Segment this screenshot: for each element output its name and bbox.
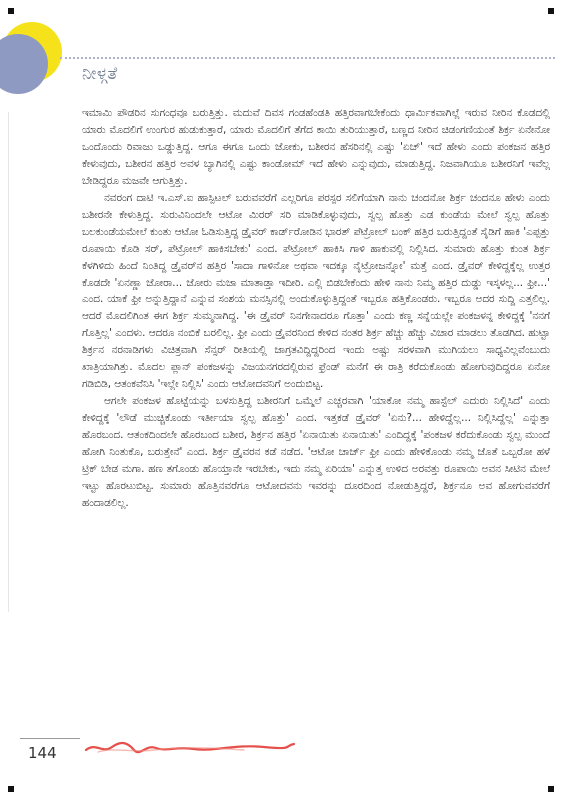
- left-margin-rule: [8, 112, 9, 612]
- section-title: ನೀಳ್ಗತೆ: [82, 64, 118, 84]
- crop-mark-top-right: [548, 8, 554, 14]
- paragraph: ಇಮಾಮಿ ಪೌಡರಿನ ಸುಗಂಧವೂ ಬರುತ್ತಿತ್ತು. ಮದುವೆ ದಿವಸ ಗಂಡಹೆಂಡತಿ ಹತ್ತಿರವಾಗಬೇಕೆಂದು ಧಾರ್ಮಿಕವಾಗಿಲ್ಲೆ ಇರುವ ನೀರಿನ ಕೊಡದಲ್ಲಿ ಯಾರು ಮೊದಲಿಗೆ ಉಂಗುರ ಹುಡುಕುತ್ತಾರೆ, ಯಾರು ಮೊದಲಿಗೆ ತೆಗೆದ ಕಾಯಿ ತುರಿಯುತ್ತಾರೆ, ಬಣ್ಣದ ನೀರಿನ ಚಿಡಂಗಣಿಯಂತೆ ಶಿರ್ಕ್ರ ಏನೇನೋ ಒಂದೊಂದು ರಿವಾಜು ಒಡ್ಡುತ್ತಿದ್ದ. ಆಗೂ ಈಗೂ ಒಂದು ಜೋಕು, ಬಶೀರನ ಹೆಸರಿನಲ್ಲಿ ಎಷ್ಟು 'ಏಚ್' ಇದೆ ಹೇಳು ಎಂದು ಪಂಕಜನ ಹತ್ತಿರ ಕೇಳುವುದು, ಬಶೀರನ ಹತ್ತಿರ ಅವಳ ಬ್ಯಾಗಿನಲ್ಲಿ ಎಷ್ಟು ಕಾಂಡೋಮ್ ಇದೆ ಹೇಳು ಎನ್ನುವುದು, ಮಾಡುತ್ತಿದ್ದ. ನಿಜವಾಗಿಯೂ ಬಶೀರನಿಗೆ ಇವೆಲ್ಲ ಬೇಡಿದ್ದರೂ ಮಜವೇ ಆಗುತ್ತಿತ್ತು.: [82, 107, 550, 187]
- paragraph: ಆಗಲೇ ಪಂಕಜಳ ಹೊಟ್ಟೆಯನ್ನು ಬಳಸುತ್ತಿದ್ದ ಬಶೀರನಿಗೆ ಒಮ್ಮೆಲೆ ಎಚ್ಚರವಾಗಿ 'ಯಾಕೋ ನಮ್ಮ ಹಾಸ್ಟೆಲ್ ಎದುರು ನಿಲ್ಲಿಸಿದೆ' ಎಂದು ಕೇಳಿದ್ದಕ್ಕೆ 'ಲೌಡೆ ಮುಚ್ಚಿಕೊಂಡು ಇರ್ತೀಯಾ ಸ್ವಲ್ಪ ಹೊತ್ತು' ಎಂದ. ಇತ್ತಕಡೆ ಡ್ರೈವರ್ 'ಏನು?... ಹೇಳಿದ್ದೆಲ್ಲ... ನಿಲ್ಲಿಸಿದ್ದೆಲ್ಲ' ಎನ್ನುತ್ತಾ ಹೊರಬಂದ. ಆತಂಕದಿಂದಲೇ ಹೊರಬಂದ ಬಶೀರ, ಶಿರ್ಕ್ರನ ಹತ್ತಿರ 'ಏನಾಯಿತು ಏನಾಯಿತು' ಎಂದಿದ್ದಕ್ಕೆ 'ಪಂಕಜಳ ಕರೆದುಕೊಂಡು ಸ್ವಲ್ಪ ಮುಂದೆ ಹೋಗಿ ನಿಂತುಕೊ, ಬರುತ್ತೇನೆ' ಎಂದ. ಶಿರ್ಕ್ರ ಡ್ರೈವರನ ಕಡೆ ನಡೆದ. 'ಆಟೋ ಚಾರ್ಜ್ ಫ್ರೀ ಎಂದು ಹೇಳಿಕೊಂಡು ನಮ್ಮ ಜೊತೆ ಒಬ್ಬರೋ ಹಳೆ ಟ್ರಿಕ್ ಬೇಡ ಮಗಾ. ಹಣ ತಗೊಂಡು ಹೊಯ್ತಾನೇ ಇರಬೇಕು, ಇದು ನಮ್ಮ ಏರಿಯಾ' ಎನ್ನುತ್ತ ಉಳಿದ ಅರವತ್ತು ರೂಪಾಯಿ ಅವನ ಸೀಟಿನ ಮೇಲೆ ಇಟ್ಟು ಹೊರಟುಬಿಟ್ಟ. ಸುಮಾರು ಹೊತ್ತಿನವರೆಗೂ ಆಟೋದವನು ಇವರನ್ನು ದೂರದಿಂದ ನೋಡುತ್ತಿದ್ದರೆ, ಶಿರ್ಕ್ರನೂ ಅವ ಹೋಗುವವರೆಗೆ ಹಂದಾಡಲಿಲ್ಲ.: [82, 395, 550, 509]
- article-body: [82, 105, 550, 512]
- crop-mark-bottom-left: [8, 786, 14, 792]
- dotted-header-rule: [60, 57, 555, 59]
- signature-scribble-icon: [84, 738, 296, 758]
- page-number: 144: [28, 744, 57, 762]
- crop-mark-top-left: [8, 8, 14, 14]
- paragraph: ನವರಂಗ ದಾಟಿ ಇ.ಎಸ್.ಐ ಹಾಸ್ಪಿಟಲ್ ಬರುವವರೆಗೆ ಎಲ್ಲರಿಗೂ ಪರಸ್ಪರ ಸಲಿಗೆಯಾಗಿ ನಾನು ಚಂದನೋ ಶಿರ್ಕ್ರ ಚಂದನೂ ಹೇಳು ಎಂದು ಬಶೀರನೇ ಕೇಳುತ್ತಿದ್ದ. ಸುರುವಿನಿಂದಲೇ ಆಟೋ ಮಿರರ್ ಸರಿ ಮಾಡಿಕೊಳ್ಳುವುದು, ಸ್ವಲ್ಪ ಹೊತ್ತು ಎಡ ಕುಂಡೆಯ ಮೇಲೆ ಸ್ವಲ್ಪ ಹೊತ್ತು ಬಲಕುಂಡೆಯಮೇಲೆ ಕುಂತು ಆಟೋ ಓಡಿಸುತ್ತಿದ್ದ ಡ್ರೈವರ್ ಕಾರ್ಡ್‌ರೋಡಿನ ಭಾರತ್ ಪೆಟ್ರೋಲ್ ಬಂಕ್ ಹತ್ತಿರ ಬರುತ್ತಿದ್ದಂತೆ ಸೈಡಿಗೆ ಹಾಕಿ 'ಎಪ್ಪತ್ತು ರೂಪಾಯಿ ಕೊಡಿ ಸರ್, ಪೆಟ್ರೋಲ್ ಹಾಕಿಸಬೇಕು' ಎಂದ. ಪೆಟ್ರೋಲ್ ಹಾಕಿಸಿ ಗಾಳಿ ಹಾಕುವಲ್ಲಿ ನಿಲ್ಲಿಸಿದ. ಸುಮಾರು ಹೊತ್ತು ಕುಂತ ಶಿರ್ಕ್ರ ಕೆಳಗಿಳಿದು ಹಿಂದೆ ನಿಂತಿದ್ದ ಡ್ರೈವರ್‌ನ ಹತ್ತಿರ 'ಸಾದಾ ಗಾಳಿನೋ ಅಥವಾ ಇದಕ್ಕೂ ನೈಟ್ರೋಜನ್ನೋ' ಮತ್ತೆ ಎಂದ. ಡ್ರೈವರ್ ಕೇಳಿದ್ದಕ್ಕೆಲ್ಲ ಉತ್ತರ ಕೊಡದೇ 'ಏನಣ್ಣಾ ಜೋರಾ... ಜೋರು ಮಜಾ ಮಾತಾಡ್ತಾ ಇದೀರಿ. ಎಲ್ಲಿ ಬಿಡಬೇಕೆಂದು ಹೇಳಿ ನಾನು ನಿಮ್ಮ ಹತ್ತಿರ ದುಡ್ಡು ಇಸ್ಕಳಲ್ಲ... ಫ್ರೀ...' ಎಂದ. ಯಾಕೆ ಫ್ರೀ ಅನ್ನುತ್ತಿದ್ದಾನೆ ಎನ್ನುವ ಸಂಶಯ ಮನಸ್ಸಿನಲ್ಲಿ ಅಂದುಕೊಳ್ಳುತ್ತಿದ್ದಂತೆ ಇಬ್ಬರೂ ಹತ್ತಿಕೊಂಡರು. ಇಬ್ಬರೂ ಅದರ ಸುದ್ದಿ ಎತ್ತಲಿಲ್ಲ. ಆದರೆ ಮೊದಲಿಗಿಂತ ಈಗ ಶಿರ್ಕ್ರ ಸುಮ್ಮನಾಗಿದ್ದ. 'ಈ ಡ್ರೈವರ್ ನಿನಗೇನಾದರೂ ಗೊತ್ತಾ' ಎಂದು ಕಣ್ಣ ಸನ್ನೆಯಲ್ಲೇ ಪಂಕಜಳನ್ನ ಕೇಳಿದ್ದಕ್ಕೆ 'ನನಗೆ ಗೊತ್ತಿಲ್ಲ' ಎಂದಳು. ಆದರೂ ನಂಬಿಕೆ ಬರಲಿಲ್ಲ. ಫ್ರೀ ಎಂದು ಡ್ರೈವರನಿಂದ ಕೇಳಿದ ನಂತರ ಶಿರ್ಕ್ರ ಹೆಚ್ಚು ಹೆಚ್ಚು ವಿಚಾರ ಮಾಡಲು ತೊಡಗಿದ. ಹುಟ್ಟಾ ಶಿರ್ಕ್ರನ ನರನಾಡಿಗಳು ವಿಚಿತ್ರವಾಗಿ ಸೆನ್ಸರ್ ರೀತಿಯಲ್ಲಿ ಜಾಗ್ರತವಿದ್ದಿದ್ದರಿಂದ ಇಂದು ಅಷ್ಟು ಸರಳವಾಗಿ ಮುಗಿಯಲು ಸಾಧ್ಯವಿಲ್ಲವೆಂಬುದು ಖಾತ್ರಿಯಾಗಿತ್ತು. ಮೊದಲ ಪ್ಲಾನ್ ಪಂಕಜಳನ್ನು ವಿಜಯನಗರದಲ್ಲಿರುವ ಫ್ರೆಂಡ್ ಮನೆಗೆ ಈ ರಾತ್ರಿ ಕರೆದುಕೊಂಡು ಹೋಗುವುದಿದ್ದರೂ ಏನೋ ಗಡಿಬಿಡಿ, ಆತಂಕವೆನಿಸಿ 'ಇಲ್ಲೇ ನಿಲ್ಲಿಸಿ' ಎಂದು ಆಟೋದವನಿಗೆ ಅಂದುಬಿಟ್ಟ.: [82, 191, 550, 391]
- footer-rule: [20, 738, 80, 739]
- crop-mark-bottom-right: [548, 786, 554, 792]
